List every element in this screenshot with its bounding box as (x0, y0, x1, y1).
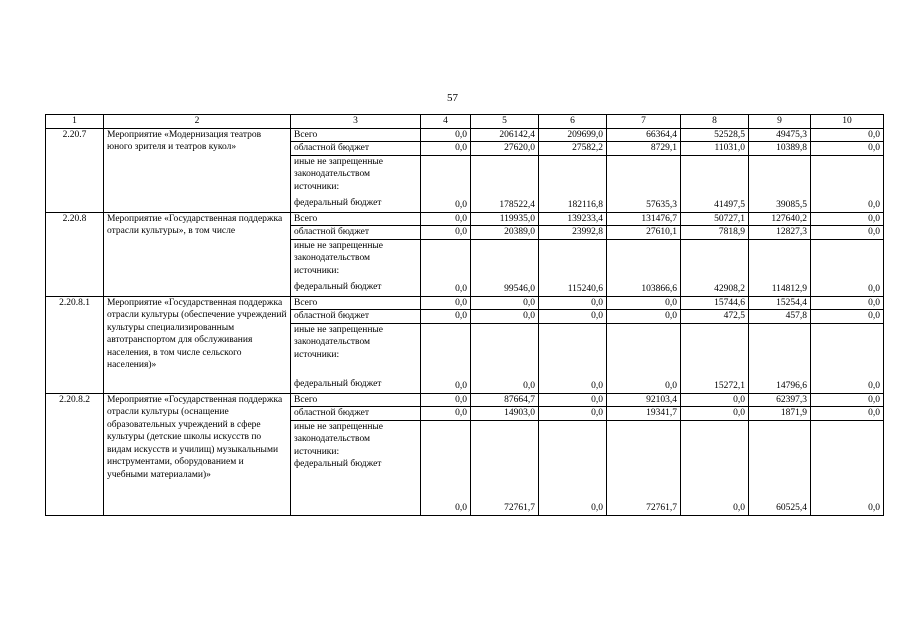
column-header: 4 (421, 115, 471, 129)
measure-name: Мероприятие «Модернизация театров юного зрителя и театров кукол» (104, 128, 291, 212)
value-cell: 0,0 (421, 128, 471, 142)
column-header: 6 (539, 115, 607, 129)
value-cell: 0,0 (811, 212, 884, 226)
measure-name: Мероприятие «Государственная поддержка отрасли культуры (обеспечение учреждений культуры специализированным автотранспортом для обслуживания населения, в том числе сельского населения)» (104, 296, 291, 393)
value-cell: 0,0 (421, 212, 471, 226)
value-cell: 0,0 (539, 296, 607, 310)
value-cell: 0,0 (421, 226, 471, 240)
value-cell: 15272,1 (681, 323, 749, 393)
column-header: 1 (46, 115, 104, 129)
source-federal: федеральный бюджет (294, 198, 382, 208)
value-cell: 15254,4 (749, 296, 811, 310)
source-other-federal (291, 420, 421, 515)
source-other: иные не запрещенные законодательством источники: (294, 156, 384, 192)
value-cell: 20389,0 (471, 226, 539, 240)
value-cell: 0,0 (681, 393, 749, 407)
value-cell: 14796,6 (749, 323, 811, 393)
value-cell: 115240,6 (539, 239, 607, 296)
column-header: 10 (811, 115, 884, 129)
value-cell: 23992,8 (539, 226, 607, 240)
table-row (46, 128, 884, 142)
value-cell: 14903,0 (471, 407, 539, 421)
value-cell: 11031,0 (681, 142, 749, 156)
source-total: Всего (291, 296, 421, 310)
measure-code: 2.20.8 (46, 212, 104, 296)
source-other-federal (291, 323, 421, 393)
value-cell: 0,0 (539, 407, 607, 421)
value-cell: 178522,4 (471, 155, 539, 212)
column-header: 8 (681, 115, 749, 129)
value-cell: 52528,5 (681, 128, 749, 142)
source-other: иные не запрещенные законодательством источники: (294, 421, 384, 457)
measure-name: Мероприятие «Государственная поддержка отрасли культуры (оснащение образовательных учреждений в сфере культуры (детские школы искусств по видам искусств и училищ) музыкальными инструментами, оборудованием и учебными материалами)» (104, 393, 291, 515)
value-cell: 92103,4 (607, 393, 681, 407)
measure-name: Мероприятие «Государственная поддержка отрасли культуры», в том числе (104, 212, 291, 296)
column-header: 9 (749, 115, 811, 129)
source-regional: областной бюджет (291, 226, 421, 240)
source-other-federal (291, 155, 421, 212)
value-cell: 0,0 (811, 323, 884, 393)
value-cell: 0,0 (811, 420, 884, 515)
source-total: Всего (291, 393, 421, 407)
value-cell: 39085,5 (749, 155, 811, 212)
value-cell: 12827,3 (749, 226, 811, 240)
value-cell: 0,0 (421, 323, 471, 393)
value-cell: 0,0 (471, 323, 539, 393)
value-cell: 0,0 (421, 239, 471, 296)
source-total: Всего (291, 128, 421, 142)
value-cell: 119935,0 (471, 212, 539, 226)
value-cell: 0,0 (811, 310, 884, 324)
value-cell: 0,0 (811, 393, 884, 407)
value-cell: 103866,6 (607, 239, 681, 296)
value-cell: 0,0 (471, 310, 539, 324)
column-header: 2 (104, 115, 291, 129)
measure-code: 2.20.8.1 (46, 296, 104, 393)
source-regional: областной бюджет (291, 310, 421, 324)
value-cell: 0,0 (421, 142, 471, 156)
value-cell: 472,5 (681, 310, 749, 324)
value-cell: 15744,6 (681, 296, 749, 310)
value-cell: 27582,2 (539, 142, 607, 156)
value-cell: 87664,7 (471, 393, 539, 407)
value-cell: 57635,3 (607, 155, 681, 212)
table-row (46, 212, 884, 226)
value-cell: 66364,4 (607, 128, 681, 142)
value-cell: 457,8 (749, 310, 811, 324)
measure-code: 2.20.7 (46, 128, 104, 212)
value-cell: 27610,1 (607, 226, 681, 240)
source-other: иные не запрещенные законодательством источники: (294, 324, 384, 360)
value-cell: 7818,9 (681, 226, 749, 240)
table-body (46, 128, 884, 515)
value-cell: 0,0 (421, 155, 471, 212)
measure-code: 2.20.8.2 (46, 393, 104, 515)
value-cell: 0,0 (811, 239, 884, 296)
page-number: 57 (447, 92, 458, 104)
value-cell: 41497,5 (681, 155, 749, 212)
column-header-row (46, 115, 884, 129)
value-cell: 72761,7 (471, 420, 539, 515)
value-cell: 0,0 (811, 407, 884, 421)
source-other: иные не запрещенные законодательством источники: (294, 240, 384, 276)
value-cell: 0,0 (607, 296, 681, 310)
value-cell: 0,0 (539, 420, 607, 515)
value-cell: 0,0 (811, 128, 884, 142)
source-regional: областной бюджет (291, 142, 421, 156)
value-cell: 0,0 (421, 310, 471, 324)
source-other-federal (291, 239, 421, 296)
value-cell: 0,0 (607, 310, 681, 324)
value-cell: 0,0 (421, 420, 471, 515)
value-cell: 0,0 (421, 393, 471, 407)
source-federal: федеральный бюджет (294, 282, 382, 292)
value-cell: 60525,4 (749, 420, 811, 515)
value-cell: 0,0 (811, 226, 884, 240)
value-cell: 62397,3 (749, 393, 811, 407)
value-cell: 0,0 (421, 407, 471, 421)
value-cell: 127640,2 (749, 212, 811, 226)
value-cell: 0,0 (539, 393, 607, 407)
value-cell: 0,0 (811, 142, 884, 156)
value-cell: 8729,1 (607, 142, 681, 156)
value-cell: 72761,7 (607, 420, 681, 515)
table-row (46, 296, 884, 310)
value-cell: 10389,8 (749, 142, 811, 156)
source-total: Всего (291, 212, 421, 226)
value-cell: 0,0 (681, 420, 749, 515)
value-cell: 0,0 (539, 310, 607, 324)
value-cell: 0,0 (539, 323, 607, 393)
value-cell: 99546,0 (471, 239, 539, 296)
value-cell: 209699,0 (539, 128, 607, 142)
value-cell: 206142,4 (471, 128, 539, 142)
value-cell: 0,0 (811, 296, 884, 310)
value-cell: 139233,4 (539, 212, 607, 226)
value-cell: 0,0 (811, 155, 884, 212)
value-cell: 50727,1 (681, 212, 749, 226)
column-header: 5 (471, 115, 539, 129)
value-cell: 0,0 (681, 407, 749, 421)
value-cell: 49475,3 (749, 128, 811, 142)
value-cell: 182116,8 (539, 155, 607, 212)
value-cell: 1871,9 (749, 407, 811, 421)
value-cell: 114812,9 (749, 239, 811, 296)
value-cell: 0,0 (471, 296, 539, 310)
column-header: 3 (291, 115, 421, 129)
value-cell: 27620,0 (471, 142, 539, 156)
value-cell: 0,0 (607, 323, 681, 393)
column-header: 7 (607, 115, 681, 129)
source-regional: областной бюджет (291, 407, 421, 421)
value-cell: 0,0 (421, 296, 471, 310)
source-federal: федеральный бюджет (294, 379, 382, 389)
value-cell: 19341,7 (607, 407, 681, 421)
value-cell: 131476,7 (607, 212, 681, 226)
table-row (46, 393, 884, 407)
budget-table (45, 114, 884, 516)
value-cell: 42908,2 (681, 239, 749, 296)
source-federal: федеральный бюджет (294, 459, 382, 469)
